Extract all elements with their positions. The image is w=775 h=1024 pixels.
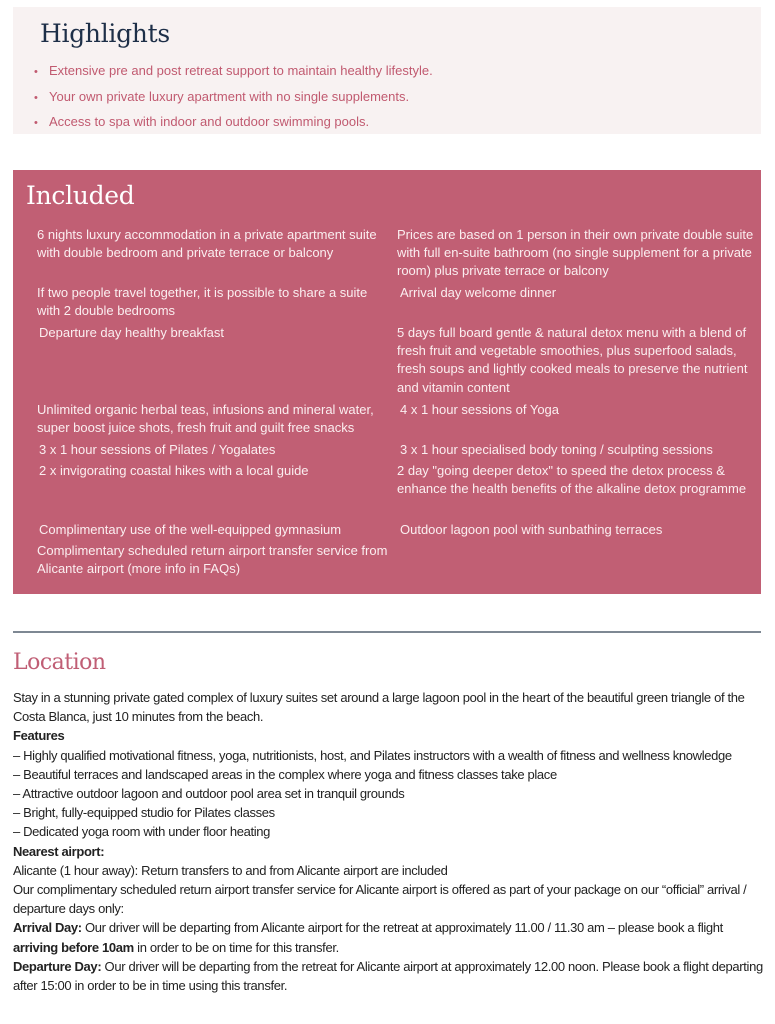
highlight-text: Access to spa with indoor and outdoor swimming pools. (49, 114, 370, 129)
included-item: 5 days full board gentle & natural detox menu with a blend of fresh fruit and vegetable smoothies, plus superfood salads, fresh soups and lightly cooked meals to preserve the nutrient and vitamin content (397, 325, 748, 395)
feature-item: – Bright, fully-equipped studio for Pilates classes (13, 805, 275, 821)
included-item: 2 day "going deeper detox" to speed the detox process & enhance the health benefits of the alkaline detox programme (397, 463, 747, 497)
arrival-text-end: in order to be on time for this transfer. (133, 939, 339, 955)
departure-day-info (13, 957, 763, 995)
included-item: Departure day healthy breakfast (39, 325, 224, 340)
departure-label: Departure Day: (13, 958, 102, 974)
bullet-icon: • (34, 91, 38, 104)
included-title: Included (26, 181, 135, 210)
highlights-title: Highlights (40, 19, 170, 48)
location-body (13, 688, 763, 995)
arrival-emphasis: arriving before 10am (13, 939, 134, 955)
departure-text: Our driver will be departing from the retreat for Alicante airport at approximately 12.00 noon. Please book a flight departing after 15:00 in order to be in time using this transfer. (13, 958, 763, 994)
feature-item: – Dedicated yoga room with under floor heating (13, 824, 271, 840)
highlight-item (34, 110, 433, 136)
feature-item: – Highly qualified motivational fitness, yoga, nutritionists, host, and Pilates instructors with a wealth of fitness and wellness knowledge (13, 747, 732, 763)
highlight-item (34, 85, 433, 111)
bullet-icon: • (34, 66, 38, 78)
bullet-icon: • (34, 117, 38, 129)
included-item: Arrival day welcome dinner (400, 285, 557, 300)
included-item: Complimentary scheduled return airport transfer service from Alicante airport (more info in FAQs) (37, 543, 388, 577)
location-intro: Stay in a stunning private gated complex of luxury suites set around a large lagoon pool in the heart of the beautiful green triangle of the Costa Blanca, just 10 minutes from the beach. (13, 690, 745, 725)
highlights-list (34, 59, 433, 136)
included-item: Prices are based on 1 person in their own private double suite with full en-suite bathroom (no single supplement for a private room) plus private terrace or balcony (397, 227, 754, 279)
location-title: Location (13, 650, 106, 675)
feature-item: – Attractive outdoor lagoon and outdoor pool area set in tranquil grounds (13, 786, 405, 802)
included-item: 3 x 1 hour sessions of Pilates / Yogalates (39, 442, 276, 457)
transfer-note: Our complimentary scheduled return airport transfer service for Alicante airport is offered as part of your package on our “official” arrival / departure days only: (13, 882, 747, 917)
included-item: Outdoor lagoon pool with sunbathing terraces (400, 522, 663, 537)
arrival-text: Our driver will be departing from Alicante airport for the retreat at approximately 11.00 / 11.30 am – please book a flight (81, 920, 723, 936)
arrival-day-info (13, 918, 763, 956)
included-item: Unlimited organic herbal teas, infusions and mineral water, super boost juice shots, fresh fruit and guilt free snacks (37, 402, 374, 436)
included-item: If two people travel together, it is possible to share a suite with 2 double bedrooms (37, 285, 368, 319)
airport-line: Alicante (1 hour away): Return transfers to and from Alicante airport are included (13, 862, 448, 878)
included-item: 2 x invigorating coastal hikes with a local guide (39, 463, 309, 478)
highlight-text: Your own private luxury apartment with no single supplements. (49, 88, 410, 104)
highlight-text: Extensive pre and post retreat support to maintain healthy lifestyle. (49, 63, 433, 78)
airport-heading: Nearest airport: (13, 843, 105, 859)
section-divider (13, 631, 761, 633)
included-item: Complimentary use of the well-equipped gymnasium (39, 522, 342, 537)
included-section (13, 170, 761, 594)
highlights-section (13, 7, 761, 134)
arrival-label: Arrival Day: (13, 920, 82, 936)
included-item: 4 x 1 hour sessions of Yoga (400, 402, 560, 417)
included-item: 6 nights luxury accommodation in a private apartment suite with double bedroom and private terrace or balcony (37, 227, 377, 261)
feature-item: – Beautiful terraces and landscaped areas in the complex where yoga and fitness classes take place (13, 766, 557, 782)
highlight-item (34, 59, 433, 85)
features-heading: Features (13, 728, 65, 744)
included-item: 3 x 1 hour specialised body toning / sculpting sessions (400, 442, 713, 457)
